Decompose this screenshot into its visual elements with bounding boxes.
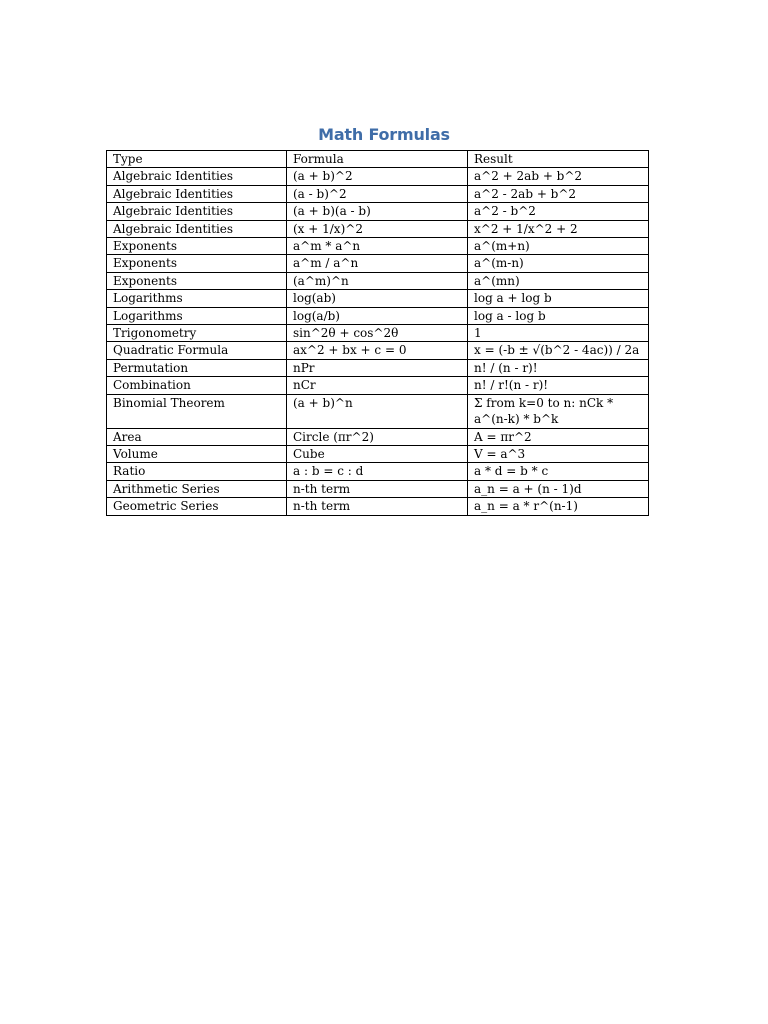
cell-formula: nPr <box>287 359 468 376</box>
cell-result: a^2 + 2ab + b^2 <box>468 168 649 185</box>
cell-result: log a + log b <box>468 290 649 307</box>
cell-result: a^(m-n) <box>468 255 649 272</box>
cell-type: Ratio <box>107 463 287 480</box>
cell-type: Algebraic Identities <box>107 168 287 185</box>
table-row <box>107 359 649 376</box>
cell-result: log a - log b <box>468 307 649 324</box>
cell-formula: a^m * a^n <box>287 238 468 255</box>
table-row <box>107 377 649 394</box>
cell-type: Logarithms <box>107 307 287 324</box>
cell-result: a^2 - 2ab + b^2 <box>468 185 649 202</box>
cell-formula: log(a/b) <box>287 307 468 324</box>
cell-result: a^2 - b^2 <box>468 203 649 220</box>
cell-result: a_n = a * r^(n-1) <box>468 498 649 515</box>
table-row <box>107 325 649 342</box>
table-row <box>107 203 649 220</box>
column-header-result: Result <box>468 151 649 168</box>
table-row <box>107 255 649 272</box>
cell-formula: a : b = c : d <box>287 463 468 480</box>
cell-type: Exponents <box>107 272 287 289</box>
cell-type: Area <box>107 428 287 445</box>
cell-type: Exponents <box>107 238 287 255</box>
cell-type: Algebraic Identities <box>107 220 287 237</box>
cell-type: Binomial Theorem <box>107 394 287 428</box>
cell-formula: Circle (πr^2) <box>287 428 468 445</box>
cell-type: Algebraic Identities <box>107 185 287 202</box>
cell-result: V = a^3 <box>468 445 649 462</box>
cell-result: x^2 + 1/x^2 + 2 <box>468 220 649 237</box>
cell-type: Trigonometry <box>107 325 287 342</box>
table-row <box>107 445 649 462</box>
cell-formula: n-th term <box>287 480 468 497</box>
table-header-row <box>107 151 649 168</box>
cell-formula: nCr <box>287 377 468 394</box>
column-header-formula: Formula <box>287 151 468 168</box>
cell-formula: n-th term <box>287 498 468 515</box>
cell-formula: (a^m)^n <box>287 272 468 289</box>
cell-formula: Cube <box>287 445 468 462</box>
table-row <box>107 272 649 289</box>
table-row <box>107 185 649 202</box>
cell-result: a * d = b * c <box>468 463 649 480</box>
cell-result: A = πr^2 <box>468 428 649 445</box>
cell-result: n! / r!(n - r)! <box>468 377 649 394</box>
cell-type: Algebraic Identities <box>107 203 287 220</box>
table-row <box>107 463 649 480</box>
cell-formula: sin^2θ + cos^2θ <box>287 325 468 342</box>
cell-formula: ax^2 + bx + c = 0 <box>287 342 468 359</box>
cell-type: Volume <box>107 445 287 462</box>
table-row <box>107 342 649 359</box>
cell-type: Combination <box>107 377 287 394</box>
cell-result: n! / (n - r)! <box>468 359 649 376</box>
table-row <box>107 498 649 515</box>
table-row <box>107 290 649 307</box>
table-row <box>107 168 649 185</box>
cell-formula: (a + b)^n <box>287 394 468 428</box>
document-title: Math Formulas <box>318 125 450 144</box>
table-row <box>107 480 649 497</box>
cell-formula: (a + b)(a - b) <box>287 203 468 220</box>
formulas-table <box>106 150 649 516</box>
cell-formula: (a - b)^2 <box>287 185 468 202</box>
cell-formula: a^m / a^n <box>287 255 468 272</box>
table-row <box>107 220 649 237</box>
cell-type: Permutation <box>107 359 287 376</box>
cell-type: Exponents <box>107 255 287 272</box>
column-header-type: Type <box>107 151 287 168</box>
cell-result: a_n = a + (n - 1)d <box>468 480 649 497</box>
cell-formula: log(ab) <box>287 290 468 307</box>
cell-result: a^(mn) <box>468 272 649 289</box>
table-row <box>107 307 649 324</box>
table-row <box>107 394 649 428</box>
cell-result: Σ from k=0 to n: nCk * a^(n-k) * b^k <box>468 394 649 428</box>
cell-type: Arithmetic Series <box>107 480 287 497</box>
cell-formula: (a + b)^2 <box>287 168 468 185</box>
cell-result: a^(m+n) <box>468 238 649 255</box>
cell-result: x = (-b ± √(b^2 - 4ac)) / 2a <box>468 342 649 359</box>
cell-type: Geometric Series <box>107 498 287 515</box>
cell-type: Logarithms <box>107 290 287 307</box>
table-row <box>107 238 649 255</box>
table-row <box>107 428 649 445</box>
cell-type: Quadratic Formula <box>107 342 287 359</box>
cell-result: 1 <box>468 325 649 342</box>
cell-formula: (x + 1/x)^2 <box>287 220 468 237</box>
